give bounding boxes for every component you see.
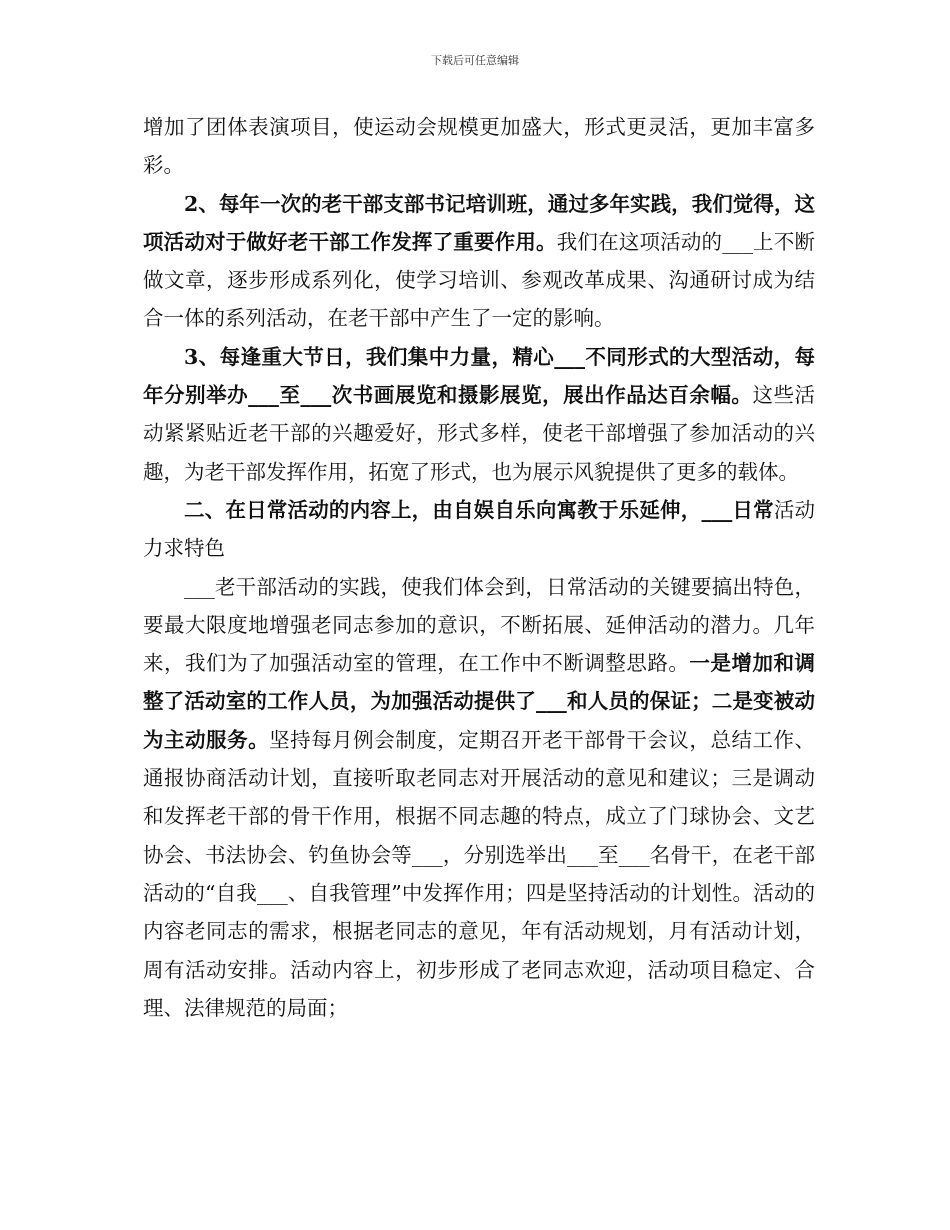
paragraph-2 [143,185,815,338]
paragraph-5-text-a: ___老干部活动的实践，使我们体会到，日常活动的关键要搞出特色，要最大限度地增强老同志参加的意识，不断拓展、延伸活动的潜力。几年来，我们为了加强活动室的管理，在工作中不断调整思路。 [143,574,815,676]
paragraph-5-text-b: 坚持每月例会制度，定期召开老干部骨干会议，总结工作、通报协商活动计划，直接听取老同志对开展活动的意见和建议；三是调动和发挥老干部的骨干作用，根据不同志趣的特点，成立了门球协会、文艺协会、书法协会、钓鱼协会等___，分别选举出___至___名骨干，在老干部活动的“自我___、自我管理”中发挥作用；四是坚持活动的计划性。活动的内容老同志的需求，根据老同志的意见，年有活动规划，月有活动计划，周有活动安排。活动内容上，初步形成了老同志欢迎，活动项目稳定、合理、法律规范的局面； [143,727,816,1020]
paragraph-5 [143,568,815,1028]
paragraph-2-bold: 2、每年一次的老干部支部书记培训班，通过多年实践，我们觉得，这项活动对于做好老干部工作发挥了重要作用。 [143,191,815,254]
paragraph-5-bold: 一是增加和调整了活动室的工作人员，为加强活动提供了___和人员的保证；二是变被动为主动服务。 [143,651,816,752]
paragraph-2-text: 我们在这项活动的___上不断做文章，逐步形成系列化，使学习培训、参观改革成果、沟通研讨成为结合一体的系列活动，在老干部中产生了一定的影响。 [143,229,816,331]
paragraph-3-text: 这些活动紧紧贴近老干部的兴趣爱好，形式多样，使老干部增强了参加活动的兴趣，为老干部发挥作用，拓宽了形式，也为展示风貌提供了更多的载体。 [143,383,816,484]
section-heading-bold: 二、在日常活动的内容上，由自娱自乐向寓教于乐延伸，___日常 [184,497,774,522]
section-heading-2 [143,491,815,568]
paragraph-1 [143,108,815,185]
page-header: 下载后可任意编辑 [431,54,519,67]
paragraph-3-bold: 3、每逢重大节日，我们集中力量，精心___不同形式的大型活动，每年分别举办___至___次书画展览和摄影展览，展出作品达百余幅。 [143,344,815,408]
paragraph-3 [143,338,815,491]
section-heading-rest: 活动力求特色 [143,497,816,561]
paragraph-1-text: 增加了团体表演项目，使运动会规模更加盛大，形式更灵活，更加丰富多彩。 [143,115,815,178]
document-body [143,108,815,1027]
